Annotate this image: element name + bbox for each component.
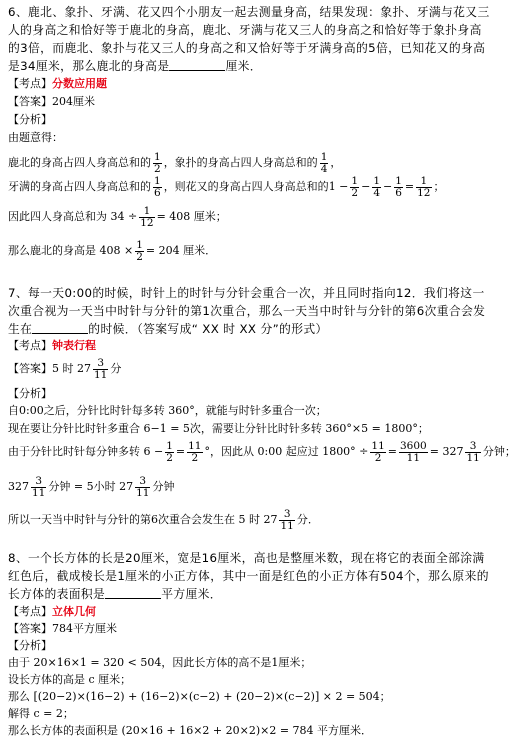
solution-text: = 408 厘米； <box>156 210 227 223</box>
solution-line: 那么长方体的表面积是 (20×16 + 16×2 + 20×2)×2 = 784 平方厘米． <box>8 724 373 737</box>
denominator: 2 <box>136 250 143 263</box>
answer-value: 204厘米 <box>52 95 95 108</box>
solution-text: ，象扑的身高占四人身高总和的 <box>163 156 318 169</box>
topic-label: 【考点】 <box>8 605 52 618</box>
analysis-label: 【分析】 <box>8 387 52 400</box>
numerator: 3 <box>279 509 294 521</box>
numerator: 1 <box>154 150 161 163</box>
denominator: 11 <box>466 451 480 464</box>
solution-text: 分． <box>296 513 319 526</box>
topic-label: 【考点】 <box>8 77 52 90</box>
problem-8-topic <box>8 604 96 620</box>
problem-7-text-line-1: 7、每一天0:00的时候，时针上的时针与分针会重合一次，并且同时指向12．我们将这一 <box>8 286 485 300</box>
solution-text: 所以一天当中时针与分针的第6次重合会发生在 5 时 27 <box>8 513 278 526</box>
solution-line: 现在要让分针比时针多重合 6−1 = 5次，需要让分针比时针多转 360°×5 = 1800°； <box>8 422 429 435</box>
solution-line: 设长方体的高是 c 厘米； <box>8 673 132 686</box>
problem-8-answer <box>8 621 117 637</box>
denominator: 11 <box>136 486 150 499</box>
numerator: 1 <box>395 174 402 187</box>
numerator: 3600 <box>400 439 427 452</box>
problem-8-question-start: 长方体的表面积是 <box>8 587 106 601</box>
solution-text: − <box>361 180 371 193</box>
fraction <box>165 441 174 464</box>
solution-text: 327 <box>8 480 29 493</box>
fraction <box>153 176 162 199</box>
fraction <box>372 176 381 199</box>
numerator: 3 <box>93 358 108 370</box>
solution-text: 分钟； <box>482 445 516 458</box>
denominator: 2 <box>351 186 359 199</box>
numerator: 1 <box>136 238 143 251</box>
problem-6-text-line-3: 的3倍，而鹿北、象扑与花又三人的身高之和又恰好等于牙满身高的5倍，已知花又的身高 <box>8 41 486 55</box>
fraction <box>350 176 359 199</box>
numerator: 3 <box>31 476 46 488</box>
fraction <box>135 476 150 499</box>
numerator: 3 <box>465 441 480 453</box>
problem-8-text-line-1: 8、一个长方体的长是20厘米，宽是16厘米，高也是整厘米数，现在将它的表面全部涂满 <box>8 551 485 565</box>
problem-6-text-line-1: 6、鹿北、象扑、牙满、花又四个小朋友一起去测量身高，结果发现：象扑、牙满与花又三 <box>8 5 490 19</box>
answer-blank <box>32 322 88 334</box>
solution-text: 因此四人身高总和为 34 ÷ <box>8 210 138 223</box>
solution-line <box>8 472 174 502</box>
numerator: 1 <box>416 176 431 188</box>
solution-line <box>8 505 319 535</box>
solution-line <box>8 236 216 266</box>
fraction <box>399 441 428 464</box>
analysis-label: 【分析】 <box>8 639 52 652</box>
answer-blank <box>169 59 225 71</box>
answer-label: 【答案】 <box>8 362 52 375</box>
solution-text: °，因此从 0:00 起应过 1800° ÷ <box>204 445 369 458</box>
numerator: 1 <box>351 174 359 187</box>
denominator: 2 <box>191 451 199 464</box>
answer-unit: 分 <box>110 362 122 375</box>
problem-6-topic <box>8 76 107 92</box>
denominator: 11 <box>32 486 46 499</box>
solution-text: ， <box>330 156 342 169</box>
problem-7-text-line-3 <box>8 321 328 337</box>
solution-text: = <box>387 445 397 458</box>
solution-text: 牙满的身高占四人身高总和的 <box>8 180 151 193</box>
numerator: 3 <box>135 476 150 488</box>
solution-text: 分钟 = 5小时 27 <box>48 480 134 493</box>
denominator: 12 <box>417 186 431 199</box>
fraction <box>416 176 431 199</box>
numerator: 1 <box>320 150 328 163</box>
numerator: 1 <box>373 174 380 187</box>
problem-8-text-line-3 <box>8 586 222 602</box>
solution-text: = <box>404 180 415 193</box>
denominator: 2 <box>166 451 173 464</box>
denominator: 4 <box>320 162 328 175</box>
denominator: 11 <box>406 451 421 464</box>
denominator: 11 <box>94 368 108 381</box>
answer-label: 【答案】 <box>8 622 52 635</box>
denominator: 4 <box>373 186 380 199</box>
solution-line: 那么 [(20−2)×(16−2) + (16−2)×(c−2) + (20−2)×(c−2)] × 2 = 504； <box>8 690 391 703</box>
problem-7-answer <box>8 354 121 384</box>
answer-value: 5 时 27 <box>52 362 91 375</box>
solution-line: 由题意得： <box>8 131 63 144</box>
solution-text: = 327 <box>429 445 464 458</box>
answer-label: 【答案】 <box>8 95 52 108</box>
fraction <box>31 476 46 499</box>
problem-6-question-end: 是34厘米，那么鹿北的身高是 <box>8 59 170 73</box>
denominator: 6 <box>154 186 161 199</box>
fraction <box>187 441 202 464</box>
numerator: 1 <box>166 439 173 452</box>
denominator: 6 <box>395 186 402 199</box>
solution-text: 分钟 <box>152 480 175 493</box>
fraction <box>139 206 154 229</box>
topic-label: 【考点】 <box>8 339 52 352</box>
problem-8-unit: 平方厘米． <box>161 587 222 601</box>
solution-text: − <box>383 180 393 193</box>
numerator: 1 <box>154 174 161 187</box>
denominator: 12 <box>140 216 154 229</box>
analysis-label: 【分析】 <box>8 113 52 126</box>
answer-value: 784平方厘米 <box>52 622 117 635</box>
problem-7-question-end: 的时候．（答案写成“ XX 时 XX 分”的形式） <box>88 322 328 336</box>
problem-6-unit: 厘米． <box>225 59 262 73</box>
fraction <box>370 441 385 464</box>
solution-text: ，则花又的身高占四人身高总和的 <box>163 180 329 193</box>
fraction <box>279 509 294 532</box>
solution-text: = <box>175 445 186 458</box>
fraction <box>93 358 108 381</box>
problem-6-text-line-2: 人的身高之和恰好等于鹿北的身高，鹿北、牙满与花又三人的身高之和恰好等于象扑身高 <box>8 23 482 37</box>
topic-value: 钟表行程 <box>52 339 96 352</box>
problem-6-answer <box>8 94 95 110</box>
problem-6-text-line-4 <box>8 58 262 74</box>
solution-text: 那么鹿北的身高是 408 × <box>8 244 134 257</box>
solution-text: 由于分针比时针每分钟多转 6 − <box>8 445 164 458</box>
topic-value: 立体几何 <box>52 605 96 618</box>
fraction <box>465 441 480 464</box>
solution-line <box>8 202 227 232</box>
answer-blank <box>105 587 161 599</box>
topic-value: 分数应用题 <box>52 77 107 90</box>
numerator: 1 <box>139 206 154 218</box>
solution-text: = 204 厘米． <box>145 244 217 257</box>
denominator: 2 <box>374 451 382 464</box>
denominator: 11 <box>280 519 294 532</box>
solution-line <box>8 172 445 202</box>
solution-text: 1 − <box>328 180 349 193</box>
fraction <box>394 176 403 199</box>
problem-7-question-start: 生在 <box>8 322 33 336</box>
numerator: 11 <box>188 439 202 452</box>
solution-line: 由于 20×16×1 = 320 < 504，因此长方体的高不是1厘米； <box>8 656 312 669</box>
solution-line: 解得 c = 2； <box>8 707 74 720</box>
problem-8-text-line-2: 红色后，截成棱长是1厘米的小正方体，其中一面是红色的小正方体有504个，那么原来的 <box>8 569 489 583</box>
denominator: 2 <box>154 162 161 175</box>
problem-7-topic <box>8 338 96 354</box>
numerator: 11 <box>371 439 385 452</box>
solution-text: 鹿北的身高占四人身高总和的 <box>8 156 151 169</box>
fraction <box>135 240 144 263</box>
problem-7-text-line-2: 次重合视为一天当中时针与分针的第1次重合，那么一天当中时针与分针的第6次重合会发 <box>8 304 486 318</box>
solution-line: 自0:00之后，分针比时针每多转 360°，就能与时针多重合一次； <box>8 404 327 417</box>
solution-text: ； <box>433 180 445 193</box>
solution-line <box>8 437 516 467</box>
